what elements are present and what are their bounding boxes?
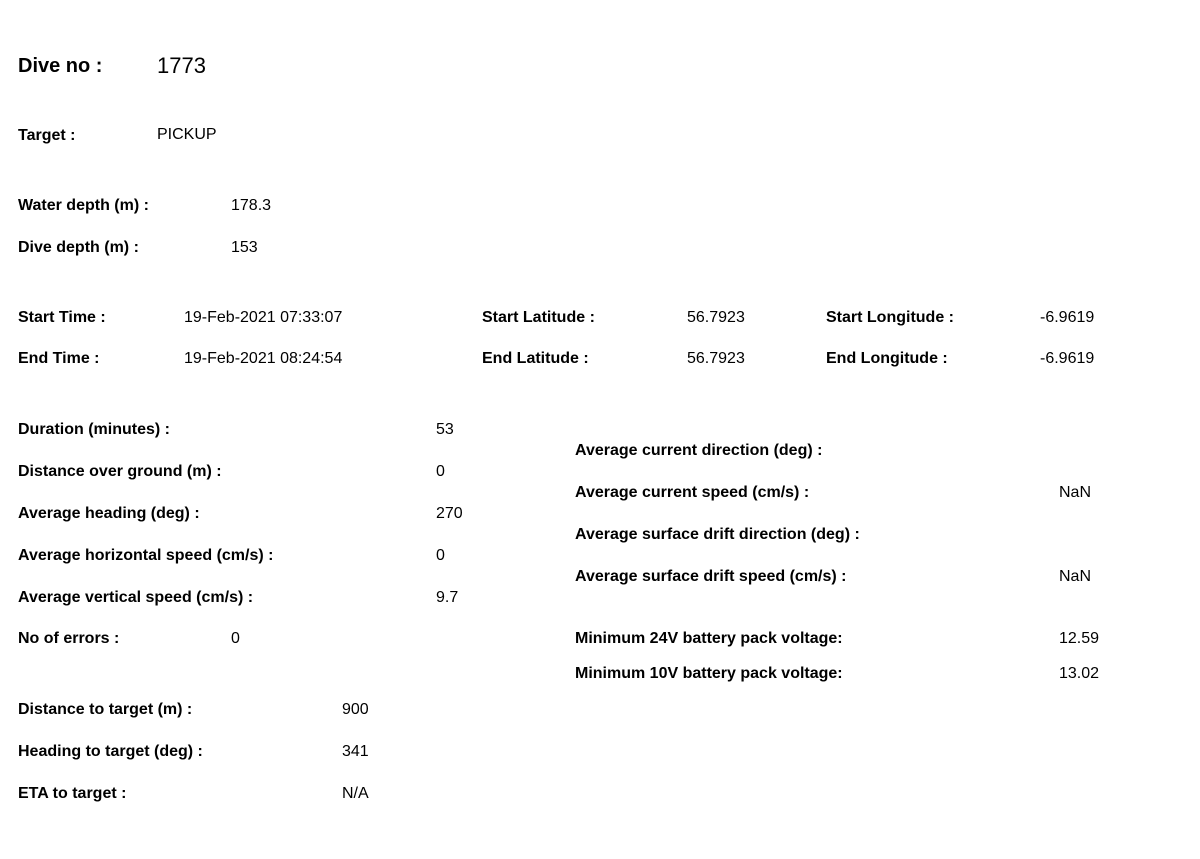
min-10v-battery-label: Minimum 10V battery pack voltage: bbox=[575, 665, 843, 682]
end-time-label: End Time : bbox=[18, 350, 100, 367]
duration-value: 53 bbox=[436, 421, 454, 438]
start-latitude-value: 56.7923 bbox=[687, 309, 745, 326]
water-depth-label: Water depth (m) : bbox=[18, 197, 149, 214]
min-10v-battery-value: 13.02 bbox=[1059, 665, 1100, 682]
distance-over-ground-value: 0 bbox=[436, 463, 445, 480]
average-current-direction-label: Average current direction (deg) : bbox=[575, 442, 823, 459]
start-longitude-label: Start Longitude : bbox=[826, 309, 954, 326]
errors-value: 0 bbox=[231, 630, 240, 647]
average-surface-drift-speed-value: NaN bbox=[1059, 568, 1092, 585]
dive-depth-label: Dive depth (m) : bbox=[18, 239, 139, 256]
distance-to-target-label: Distance to target (m) : bbox=[18, 701, 193, 718]
water-depth-value: 178.3 bbox=[231, 197, 272, 214]
end-time-value: 19-Feb-2021 08:24:54 bbox=[184, 350, 343, 367]
average-surface-drift-speed-label: Average surface drift speed (cm/s) : bbox=[575, 568, 847, 585]
start-latitude-label: Start Latitude : bbox=[482, 309, 595, 326]
dive-no-value: 1773 bbox=[157, 53, 206, 78]
distance-over-ground-label: Distance over ground (m) : bbox=[18, 463, 222, 480]
average-current-speed-value: NaN bbox=[1059, 484, 1092, 501]
end-latitude-value: 56.7923 bbox=[687, 350, 745, 367]
dive-depth-value: 153 bbox=[231, 239, 258, 256]
min-24v-battery-value: 12.59 bbox=[1059, 630, 1100, 647]
min-24v-battery-label: Minimum 24V battery pack voltage: bbox=[575, 630, 843, 647]
distance-to-target-value: 900 bbox=[342, 701, 369, 718]
heading-to-target-value: 341 bbox=[342, 743, 369, 760]
end-longitude-label: End Longitude : bbox=[826, 350, 948, 367]
average-horizontal-speed-value: 0 bbox=[436, 547, 445, 564]
average-vertical-speed-value: 9.7 bbox=[436, 589, 459, 606]
average-vertical-speed-label: Average vertical speed (cm/s) : bbox=[18, 589, 254, 606]
average-surface-drift-direction-label: Average surface drift direction (deg) : bbox=[575, 526, 860, 543]
start-longitude-value: -6.9619 bbox=[1040, 309, 1095, 326]
average-heading-label: Average heading (deg) : bbox=[18, 505, 200, 522]
start-time-label: Start Time : bbox=[18, 309, 106, 326]
average-horizontal-speed-label: Average horizontal speed (cm/s) : bbox=[18, 547, 274, 564]
errors-label: No of errors : bbox=[18, 630, 120, 647]
average-current-speed-label: Average current speed (cm/s) : bbox=[575, 484, 810, 501]
end-longitude-value: -6.9619 bbox=[1040, 350, 1095, 367]
eta-to-target-value: N/A bbox=[342, 785, 369, 802]
dive-no-label: Dive no : bbox=[18, 55, 103, 77]
start-time-value: 19-Feb-2021 07:33:07 bbox=[184, 309, 343, 326]
heading-to-target-label: Heading to target (deg) : bbox=[18, 743, 203, 760]
target-label: Target : bbox=[18, 127, 76, 144]
eta-to-target-label: ETA to target : bbox=[18, 785, 127, 802]
average-heading-value: 270 bbox=[436, 505, 463, 522]
target-value: PICKUP bbox=[157, 126, 217, 143]
end-latitude-label: End Latitude : bbox=[482, 350, 589, 367]
duration-label: Duration (minutes) : bbox=[18, 421, 170, 438]
